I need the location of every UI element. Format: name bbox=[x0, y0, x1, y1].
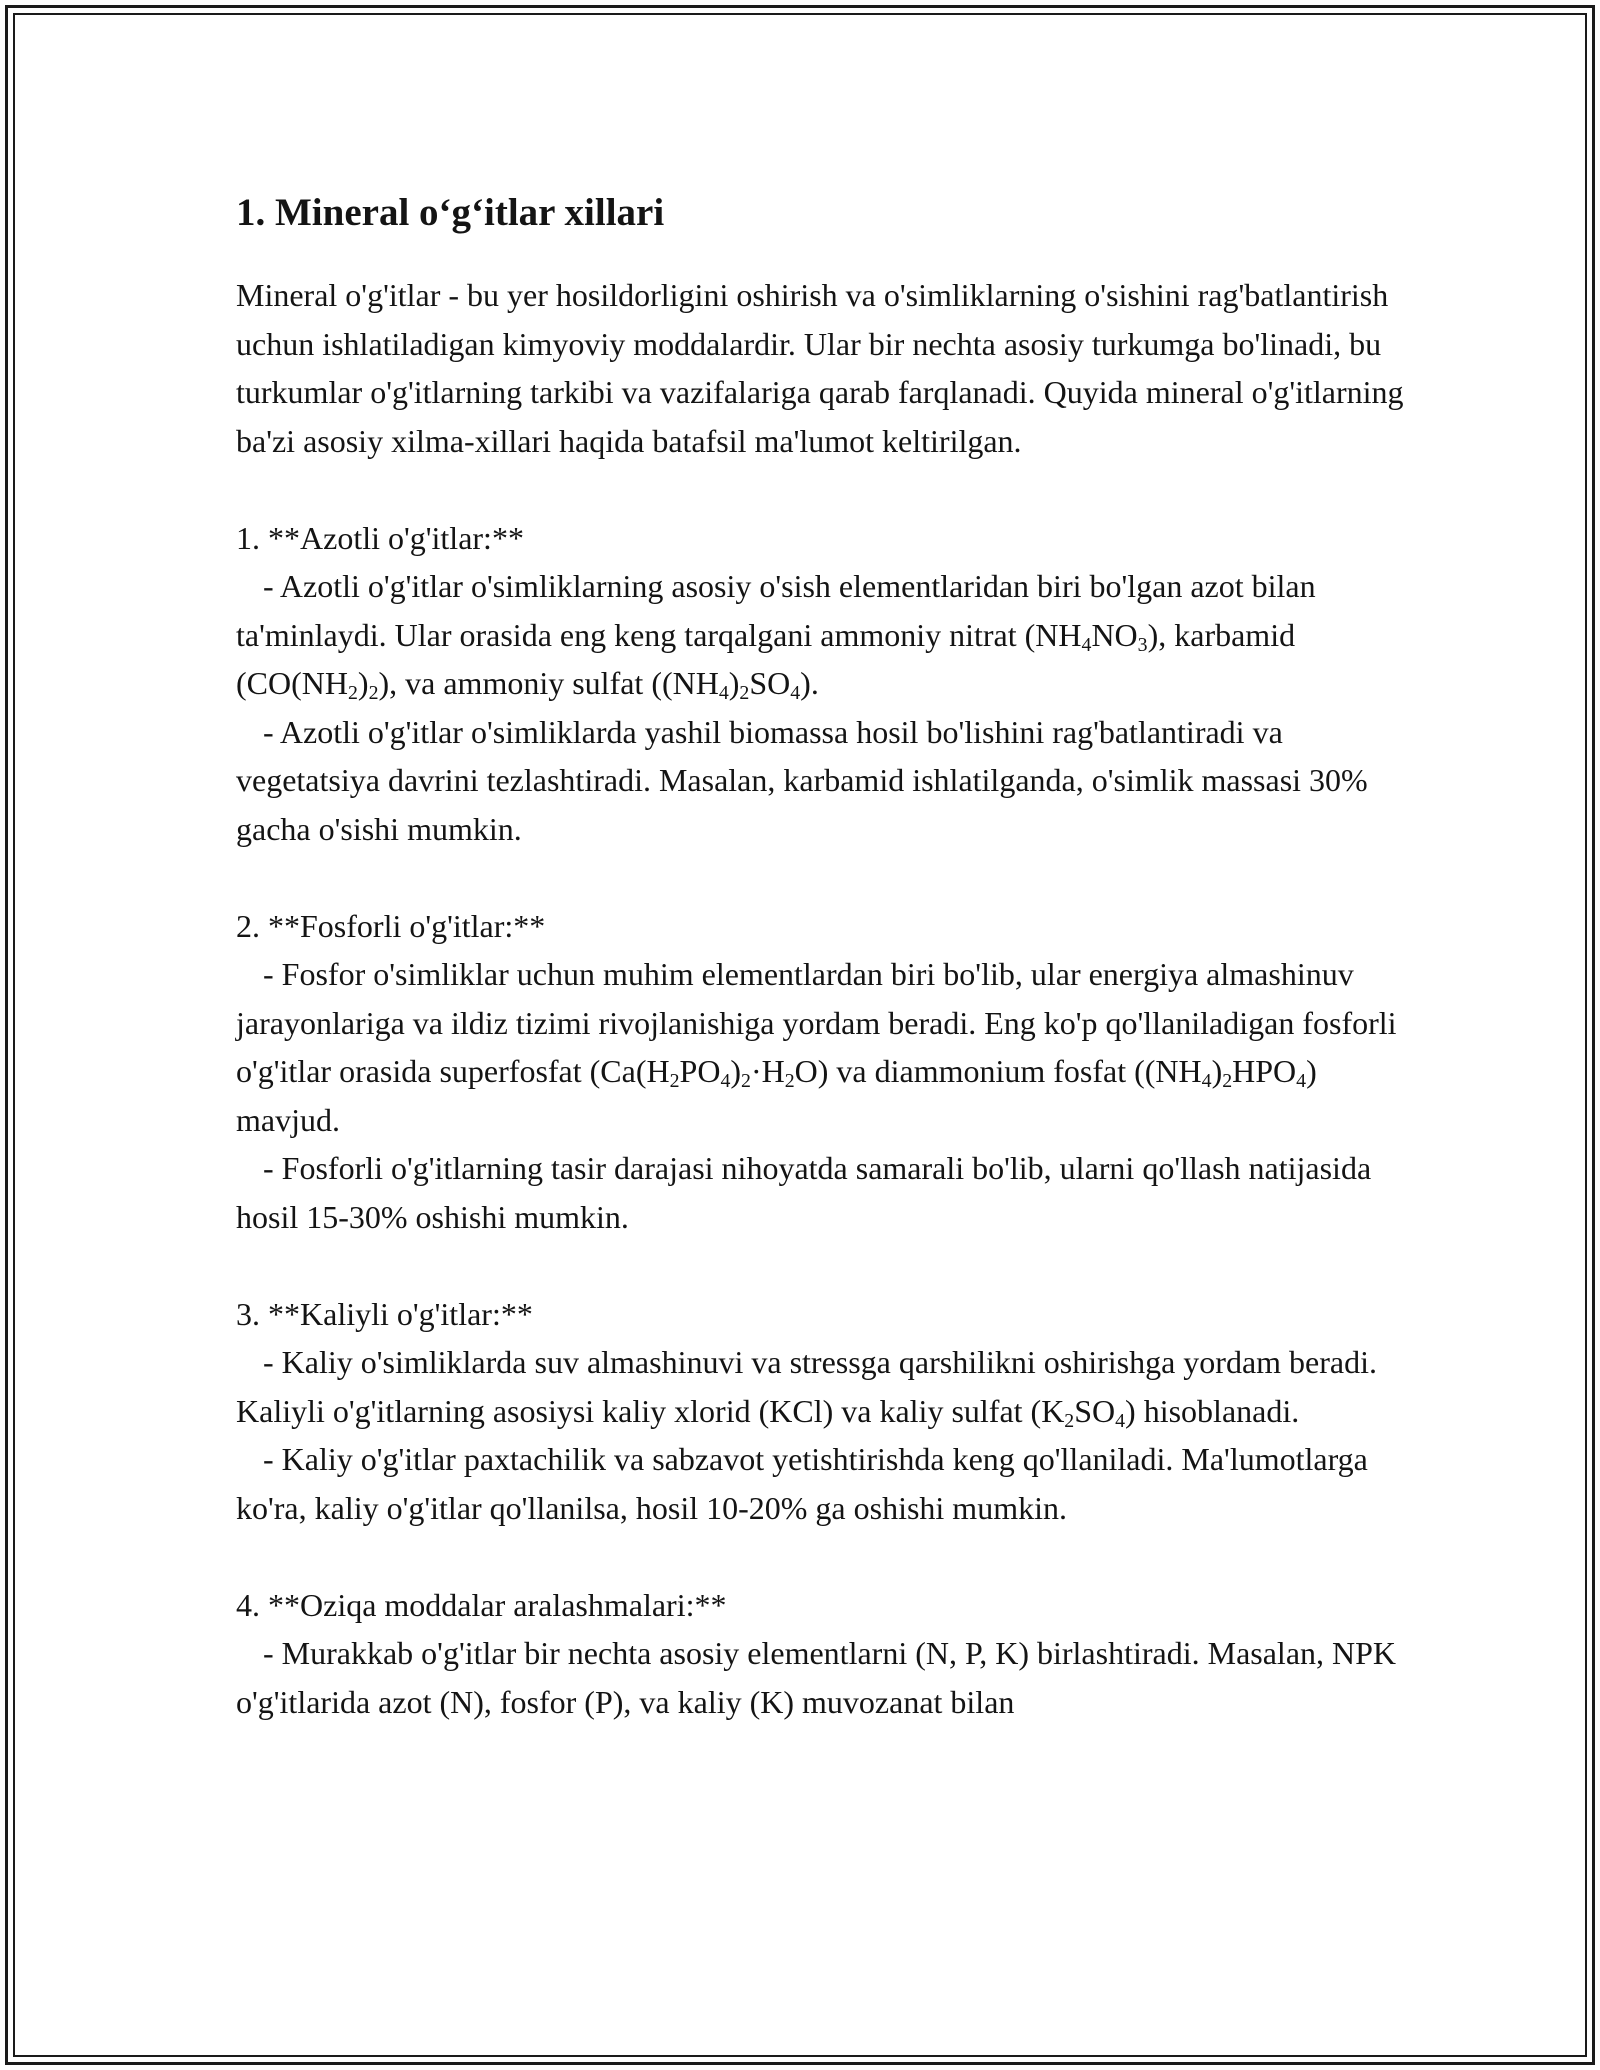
section-bullet: - Kaliy o'simliklarda suv almashinuvi va stressga qarshilikni oshirishga yordam beradi. Kaliyli o'g'itlarning asosiysi kaliy xlorid (KCl) va kaliy sulfat $(K_2SO_4)$ hisoblanadi. bbox=[236, 1344, 1377, 1432]
section-bullet: - Azotli o'g'itlar o'simliklarda yashil biomassa hosil bo'lishini rag'batlantiradi va vegetatsiya davrini tezlashtiradi. Masalan, karbamid ishlatilganda, o'simlik massasi 30% gacha o'sishi mumkin. bbox=[236, 713, 1368, 847]
section-oziqa bbox=[236, 1581, 1416, 1727]
section-bullet: - Kaliy o'g'itlar paxtachilik va sabzavot yetishtirishda keng qo'llaniladi. Ma'lumotlarga ko'ra, kaliy o'g'itlar qo'llanilsa, hosil 10-20% ga oshishi mumkin. bbox=[236, 1441, 1368, 1526]
section-heading: 1. **Azotli o'g'itlar:** bbox=[236, 519, 524, 556]
section-bullet: - Fosforli o'g'itlarning tasir darajasi nihoyatda samarali bo'lib, ularni qo'llash natijasida hosil 15-30% oshishi mumkin. bbox=[236, 1150, 1372, 1235]
document-body bbox=[236, 185, 1416, 1726]
intro-paragraph: Mineral o'g'itlar - bu yer hosildorligini oshirish va o'simliklarning o'sishini rag'batlantirish uchun ishlatiladigan kimyoviy moddalardir. Ular bir nechta asosiy turkumga bo'linadi, bu turkumlar o'g'itlarning tarkibi va vazifalariga qarab farqlanadi. Quyida mineral o'g'itlarning ba'zi asosiy xilma-xillari haqida batafsil ma'lumot keltirilgan. bbox=[236, 277, 1404, 459]
document-title: 1. Mineral o‘g‘itlar xillari bbox=[236, 191, 665, 234]
section-bullet: - Murakkab o'g'itlar bir nechta asosiy elementlarni (N, P, K) birlashtiradi. Masalan, NPK o'g'itlarida azot (N), fosfor (P), va kaliy (K) muvozanat bilan bbox=[236, 1635, 1397, 1720]
section-heading: 2. **Fosforli o'g'itlar:** bbox=[236, 907, 546, 944]
section-bullet: - Azotli o'g'itlar o'simliklarning asosiy o'sish elementlaridan biri bo'lgan azot bilan ta'minlaydi. Ular orasida eng keng tarqalgani ammoniy nitrat $(NH_4NO_3)$, karbamid $(CO(NH_2)_2)$, va ammoniy sulfat $((NH_4)_2SO_4)$. bbox=[236, 568, 1316, 704]
section-bullet: - Fosfor o'simliklar uchun muhim elementlardan biri bo'lib, ular energiya almashinuv jarayonlariga va ildiz tizimi rivojlanishiga yordam beradi. Eng ko'p qo'llaniladigan fosforli o'g'itlar orasida superfosfat $(Ca(H_2PO_4)_2\cdot H_2O)$ va diammonium fosfat $((NH_4)_2HPO_4)$ mavjud. bbox=[236, 956, 1397, 1138]
section-heading: 3. **Kaliyli o'g'itlar:** bbox=[236, 1295, 533, 1332]
section-fosforli bbox=[236, 902, 1416, 1242]
section-kaliyli bbox=[236, 1290, 1416, 1533]
section-heading: 4. **Oziqa moddalar aralashmalari:** bbox=[236, 1586, 727, 1623]
section-azotli bbox=[236, 514, 1416, 854]
